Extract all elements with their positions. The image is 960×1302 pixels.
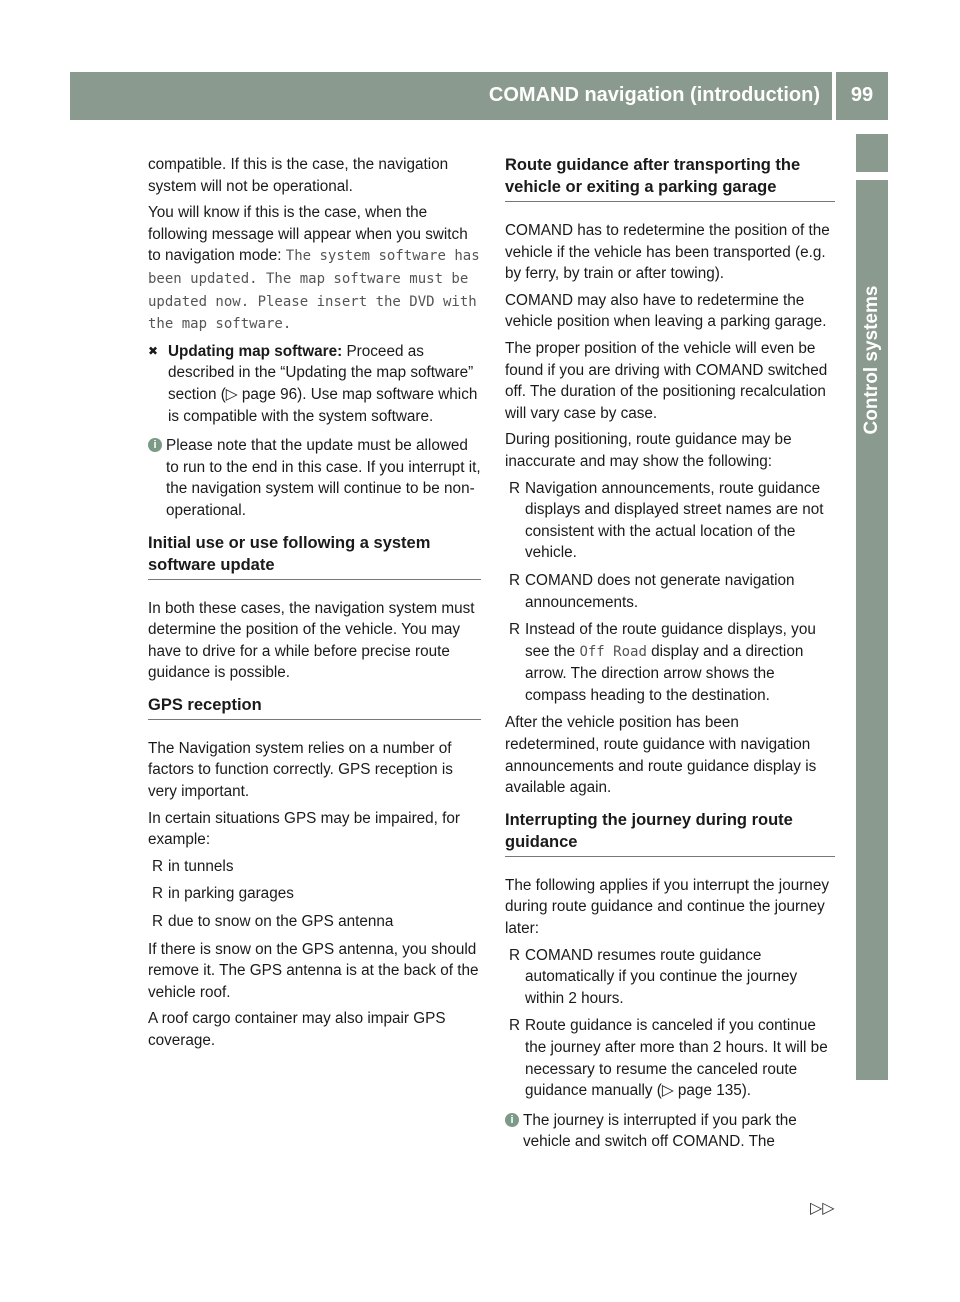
list-item-text: COMAND does not generate navigation announcements. [525,571,795,611]
list-item-text: display and a direction arrow. The direction arrow shows the compass heading to the destination. [525,642,804,704]
message-intro: You will know if this is the case, when the following message will appear when you switch to navigation mode: [148,204,468,265]
paragraph: compatible. If this is the case, the navigation system will not be operational. [148,156,449,195]
list-item-text: Navigation announcements, route guidance displays and displayed street names are not consistent with the actual location of the vehicle. [525,479,824,562]
step-label: Updating map software: [168,342,343,360]
bullet-mark: R [509,479,521,497]
info-text: The journey is interrupted if you park the vehicle and switch off COMAND. The [523,1111,797,1151]
list-item [505,945,835,1010]
paragraph: COMAND has to redetermine the position of the vehicle if the vehicle has been transported (e.g. by ferry, by train or after towing). [505,222,830,283]
list-item [505,570,835,613]
paragraph: COMAND may also have to redetermine the vehicle position when leaving a parking garage. [505,291,827,331]
info-text: Please note that the update must be allowed to run to the end in this case. If you interrupt it, the navigation system will continue to be non-operational. [166,437,481,519]
info-icon: i [148,438,162,452]
list-item [505,619,835,706]
info-note [148,435,481,521]
left-column [148,154,481,1057]
paragraph: The proper position of the vehicle will even be found if you are driving with COMAND switched off. The duration of the positioning recalculation will vary case by case. [505,339,828,422]
page-header-title: COMAND navigation (introduction) [488,84,820,106]
list-item-text: in tunnels [168,857,234,875]
list-item [148,856,481,878]
info-note [505,1110,835,1153]
list-item [505,478,835,564]
bullet-mark: R [509,946,521,964]
list-item-text: in parking garages [168,885,294,903]
paragraph: In certain situations GPS may be impaired, for example: [148,809,461,849]
display-label: Off Road [579,643,647,660]
bullet-mark: R [509,571,521,589]
page-number: 99 [850,84,874,106]
bullet-mark: R [152,885,164,903]
paragraph: After the vehicle position has been redetermined, route guidance with navigation announcements and route guidance display is available again. [505,714,817,797]
list-item [505,1015,835,1101]
right-column [505,154,835,1163]
list-item-text: due to snow on the GPS antenna [168,913,394,931]
bullet-mark: R [152,913,164,931]
paragraph: The Navigation system relies on a number of factors to function correctly. GPS reception is very important. [148,739,453,801]
list-item-text: COMAND resumes route guidance automatically if you continue the journey within 2 hours. [525,946,798,1007]
paragraph [148,202,481,336]
list-item [148,883,481,905]
paragraph: During positioning, route guidance may be inaccurate and may show the following: [505,431,792,470]
bullet-mark: R [509,1017,521,1035]
info-icon: i [505,1113,519,1127]
section-heading-interrupting: Interrupting the journey during route guidance [505,809,835,857]
section-heading-route-guidance: Route guidance after transporting the vehicle or exiting a parking garage [505,154,835,202]
step-arrow-icon: ✖ [148,343,159,358]
section-heading-initial-use: Initial use or use following a system software update [148,532,481,580]
list-item-text: Route guidance is canceled if you continue the journey after more than 2 hours. It will be necessary to resume the canceled route guidance manually (▷ page 135). [525,1017,828,1100]
bullet-mark: R [152,857,164,875]
step-text: Proceed as described in the “Updating the map software” section (▷ page 96). Use map software which is compatible with the system software. [168,342,478,425]
list-item [148,911,481,933]
paragraph: If there is snow on the GPS antenna, you should remove it. The GPS antenna is at the back of the vehicle roof. [148,940,479,1001]
list-item-text: Instead of the route guidance displays, you see the [525,621,816,660]
bullet-mark: R [509,621,521,639]
continue-arrow-icon: ▷▷ [810,1200,835,1217]
paragraph: In both these cases, the navigation system must determine the position of the vehicle. You may have to drive for a while before precise route guidance is possible. [148,599,475,682]
system-message: The system software has been updated. The map software must be updated now. Please insert the DVD with the map software. [148,248,480,333]
section-heading-gps: GPS reception [148,694,481,720]
paragraph: The following applies if you interrupt the journey during route guidance and continue the journey later: [505,876,829,938]
instruction-step [148,341,481,427]
paragraph: A roof cargo container may also impair GPS coverage. [148,1010,446,1049]
side-tab-top [856,134,888,172]
side-tab-label: Control systems [861,285,882,435]
